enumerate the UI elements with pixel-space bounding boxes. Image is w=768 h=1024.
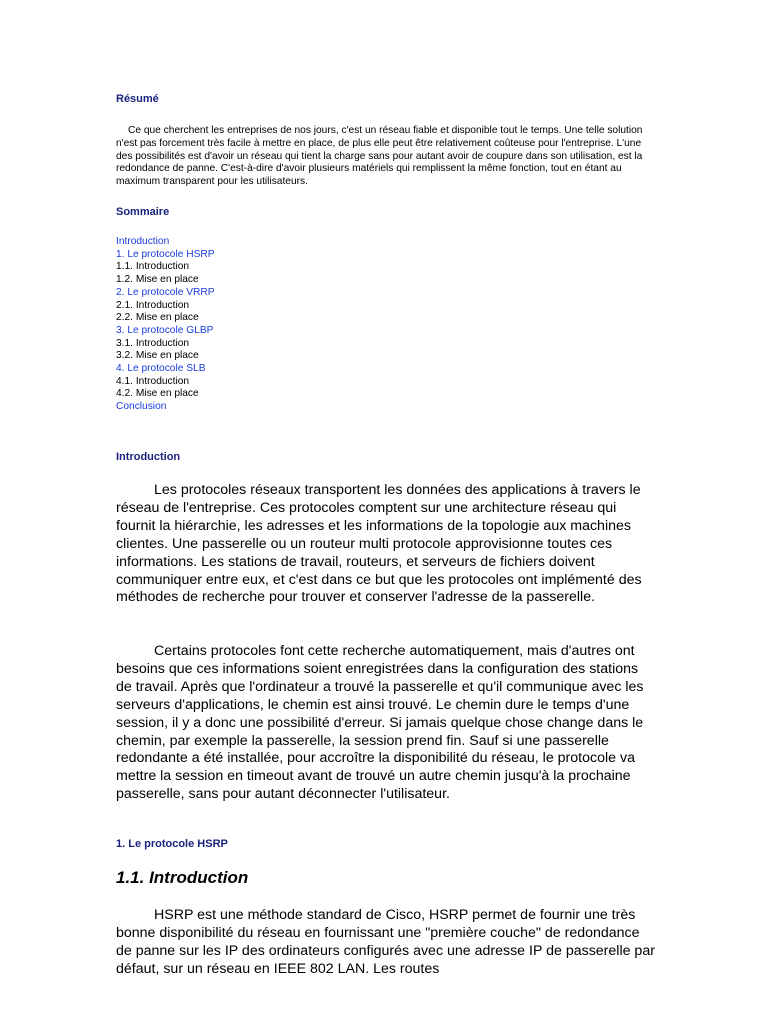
toc-link[interactable]: Conclusion xyxy=(116,401,167,413)
resume-heading: Résumé xyxy=(116,93,159,105)
introduction-paragraph-2: Certains protocoles font cette recherche automatiquement, mais d'autres ont besoins que ces informations soient enregistrées dans la configuration des stations de travail. Après que l'ordinateur a trouvé la passerelle et qu'il communique avec les serveurs d'applications, le chemin est ainsi trouvé. Le chemin dure le temps d'une session, il y a donc une possibilité d'erreur. Si jamais quelque chose change dans le chemin, par exemple la passerelle, la session prend fin. Sauf si une passerelle redondante a été installée, pour accroître la disponibilité du réseau, le protocole va mettre la session en timeout avant de trouvé un autre chemin jusqu'à la prochaine passerelle, sans pour autant déconnecter l'utilisateur. xyxy=(116,643,644,803)
toc-link[interactable]: Introduction xyxy=(116,236,170,247)
hsrp-introduction-heading: 1.1. Introduction xyxy=(116,868,249,887)
toc-item: 2.2. Mise en place xyxy=(116,312,199,324)
introduction-paragraph-1: Les protocoles réseaux transportent les données des applications à travers le réseau de l'entreprise. Ces protocoles comptent sur une architecture réseau qui fournit la hiérarchie, les adresses et les informations de la topologie aux machines clientes. Une passerelle ou un routeur multi protocole approvisionne toutes ces informations. Les stations de travail, routeurs, et serveurs de fichiers doivent communiquer entre eux, et c'est dans ce but que les protocoles ont implémenté des méthodes de recherche pour trouver et conserver l'adresse de la passerelle. xyxy=(116,482,642,606)
toc-item: 4.1. Introduction xyxy=(116,375,190,387)
toc-item: 1.2. Mise en place xyxy=(116,274,199,286)
toc-link[interactable]: 3. Le protocole GLBP xyxy=(116,324,214,336)
toc-item: 1.1. Introduction xyxy=(116,261,190,273)
toc-link[interactable]: 4. Le protocole SLB xyxy=(116,363,206,375)
table-of-contents xyxy=(116,236,215,414)
introduction-heading: Introduction xyxy=(116,451,181,463)
hsrp-heading: 1. Le protocole HSRP xyxy=(116,838,228,850)
toc-link[interactable]: 2. Le protocole VRRP xyxy=(116,286,215,298)
resume-text: Ce que cherchent les entreprises de nos jours, c'est un réseau fiable et disponible tout le temps. Une telle solution n'est pas forcement très facile à mettre en place, de plus elle peut être relativement coûteuse pour l'entreprise. L'une des possibilités est d'avoir un réseau qui tient la charge sans pour autant avoir de coupure dans son utilisation, est la redondance de panne. C'est-à-dire d'avoir plusieurs matériels qui remplissent la même fonction, tout en étant au maximum transparent pour les utilisateurs. xyxy=(116,125,643,188)
toc-item: 4.2. Mise en place xyxy=(116,388,199,400)
toc-item: 2.1. Introduction xyxy=(116,299,190,311)
sommaire-heading: Sommaire xyxy=(116,206,170,218)
toc-item: 3.2. Mise en place xyxy=(116,350,199,362)
toc-link[interactable]: 1. Le protocole HSRP xyxy=(116,248,215,260)
hsrp-introduction-paragraph: HSRP est une méthode standard de Cisco, HSRP permet de fournir une très bonne disponibilité du réseau en fournissant une "première couche" de redondance de panne sur les IP des ordinateurs configurés avec une adresse IP de passerelle par défaut, sur un réseau en IEEE 802 LAN. Les routes xyxy=(116,907,655,977)
toc-item: 3.1. Introduction xyxy=(116,337,190,349)
